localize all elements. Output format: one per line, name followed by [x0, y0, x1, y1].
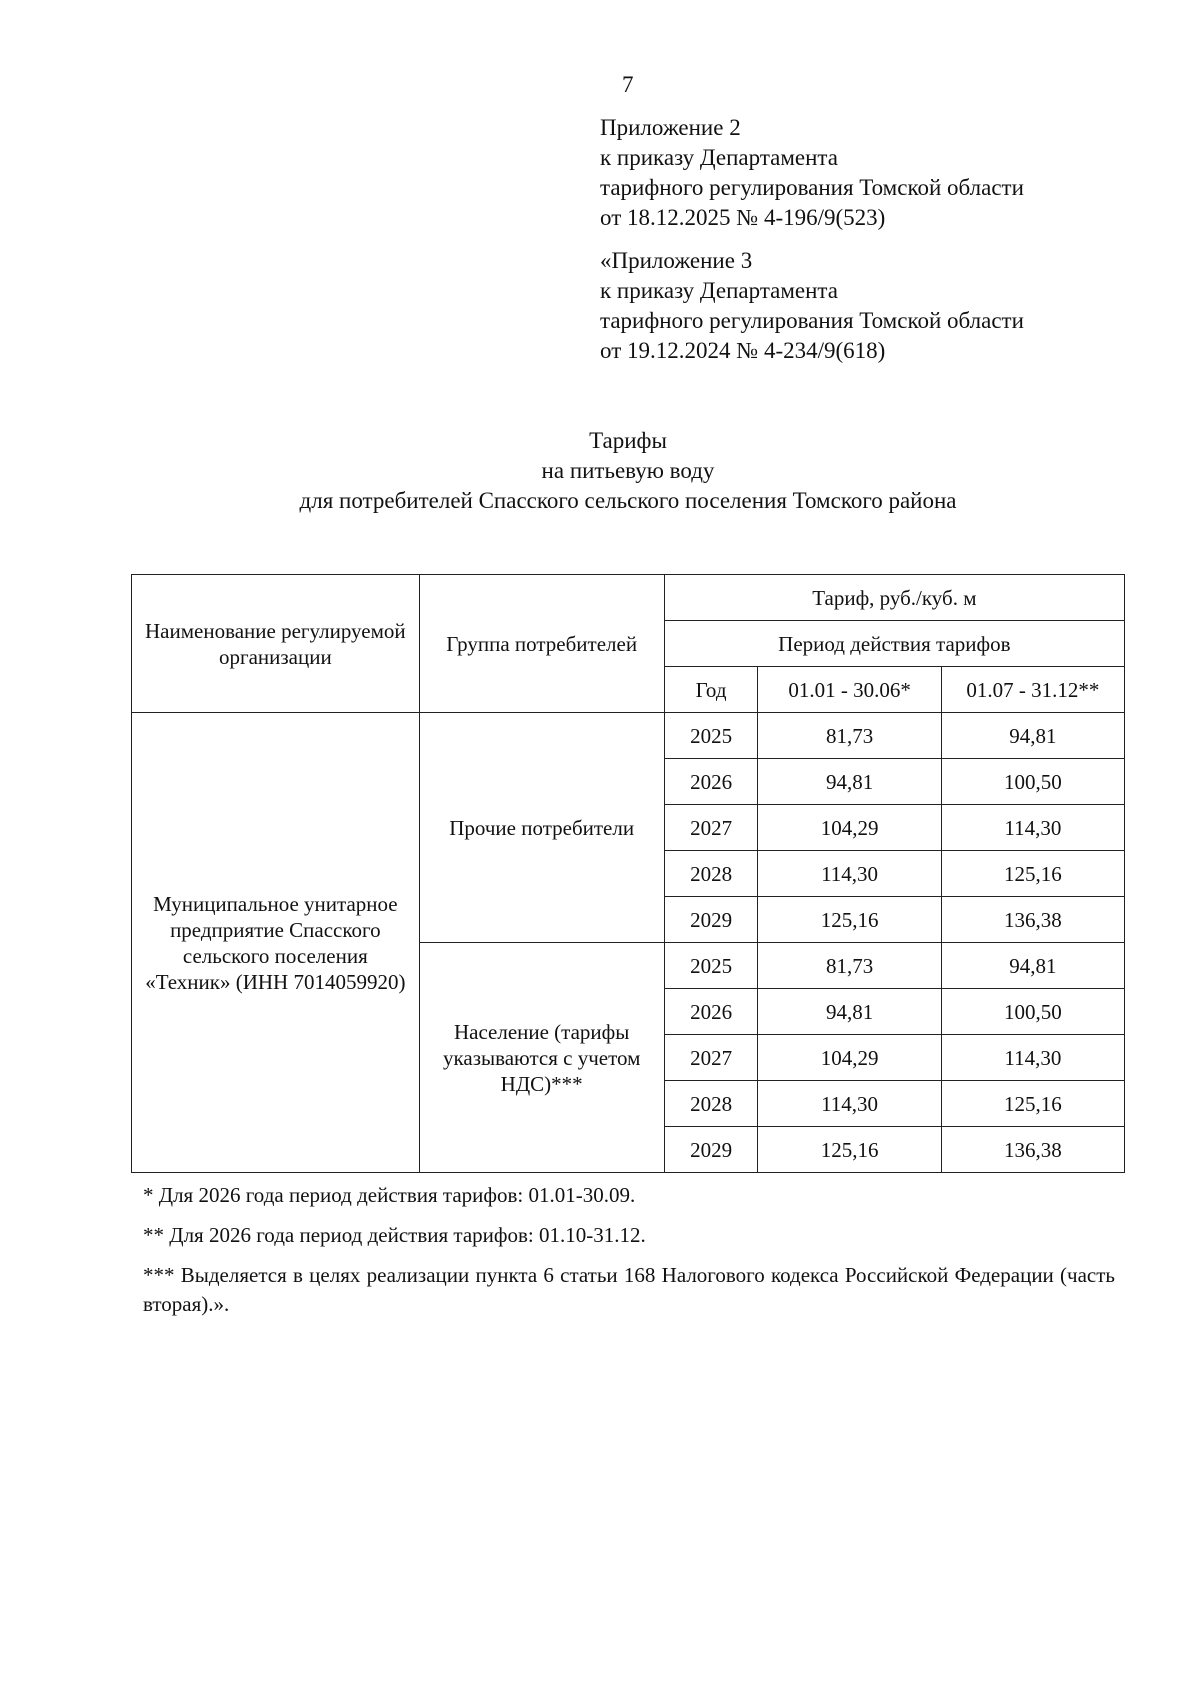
appendix-line: Приложение 2 — [600, 115, 741, 140]
title-line: на питьевую воду — [541, 458, 715, 483]
header-consumer-group: Группа потребителей — [419, 575, 664, 713]
appendix-line: от 19.12.2024 № 4-234/9(618) — [600, 338, 886, 363]
tariff-cell: 125,16 — [941, 851, 1124, 897]
tariff-cell: 125,16 — [758, 897, 941, 943]
tariff-cell: 94,81 — [758, 759, 941, 805]
group-cell: Прочие потребители — [419, 713, 664, 943]
tariff-cell: 125,16 — [941, 1081, 1124, 1127]
page-number: 7 — [622, 72, 634, 97]
tariff-cell: 136,38 — [941, 1127, 1124, 1173]
year-cell: 2029 — [664, 897, 758, 943]
tariff-cell: 104,29 — [758, 805, 941, 851]
year-cell: 2025 — [664, 943, 758, 989]
footnote: * Для 2026 года период действия тарифов: 01.01-30.09. — [143, 1183, 636, 1207]
tariff-cell: 81,73 — [758, 943, 941, 989]
tariff-cell: 125,16 — [758, 1127, 941, 1173]
document-title — [0, 426, 1200, 516]
tariff-cell: 114,30 — [941, 805, 1124, 851]
group-cell: Население (тарифы указываются с учетом НДС)*** — [419, 943, 664, 1173]
year-cell: 2026 — [664, 759, 758, 805]
tariff-cell: 100,50 — [941, 989, 1124, 1035]
tariff-table — [131, 574, 1125, 1173]
title-line: для потребителей Спасского сельского поселения Томского района — [299, 488, 957, 513]
organization-cell: Муниципальное унитарное предприятие Спасского сельского поселения «Техник» (ИНН 7014059920) — [132, 713, 420, 1173]
header-tariff: Тариф, руб./куб. м — [664, 575, 1124, 621]
year-cell: 2028 — [664, 1081, 758, 1127]
appendix-amended-header — [600, 246, 1024, 366]
footnotes — [143, 1181, 1115, 1330]
footnote: *** Выделяется в целях реализации пункта 6 статьи 168 Налогового кодекса Российской Федерации (часть вторая).». — [143, 1263, 1115, 1316]
tariff-cell: 94,81 — [941, 713, 1124, 759]
year-cell: 2026 — [664, 989, 758, 1035]
appendix-line: тарифного регулирования Томской области — [600, 175, 1024, 200]
header-period: Период действия тарифов — [664, 621, 1124, 667]
header-organization: Наименование регулируемой организации — [132, 575, 420, 713]
tariff-cell: 104,29 — [758, 1035, 941, 1081]
year-cell: 2025 — [664, 713, 758, 759]
tariff-cell: 94,81 — [758, 989, 941, 1035]
header-year: Год — [664, 667, 758, 713]
tariff-cell: 114,30 — [758, 851, 941, 897]
appendix-line: тарифного регулирования Томской области — [600, 308, 1024, 333]
header-second-half: 01.07 - 31.12** — [941, 667, 1124, 713]
tariff-cell: 114,30 — [758, 1081, 941, 1127]
year-cell: 2028 — [664, 851, 758, 897]
title-line: Тарифы — [589, 428, 667, 453]
tariff-cell: 136,38 — [941, 897, 1124, 943]
tariff-cell: 81,73 — [758, 713, 941, 759]
appendix-current-header — [600, 113, 1024, 233]
year-cell: 2029 — [664, 1127, 758, 1173]
year-cell: 2027 — [664, 805, 758, 851]
tariff-cell: 94,81 — [941, 943, 1124, 989]
table-row — [132, 713, 1125, 759]
appendix-line: от 18.12.2025 № 4-196/9(523) — [600, 205, 886, 230]
tariff-cell: 114,30 — [941, 1035, 1124, 1081]
appendix-line: к приказу Департамента — [600, 278, 838, 303]
tariff-cell: 100,50 — [941, 759, 1124, 805]
appendix-line: к приказу Департамента — [600, 145, 838, 170]
appendix-line: «Приложение 3 — [600, 248, 753, 273]
footnote: ** Для 2026 года период действия тарифов: 01.10-31.12. — [143, 1223, 646, 1247]
header-first-half: 01.01 - 30.06* — [758, 667, 941, 713]
year-cell: 2027 — [664, 1035, 758, 1081]
